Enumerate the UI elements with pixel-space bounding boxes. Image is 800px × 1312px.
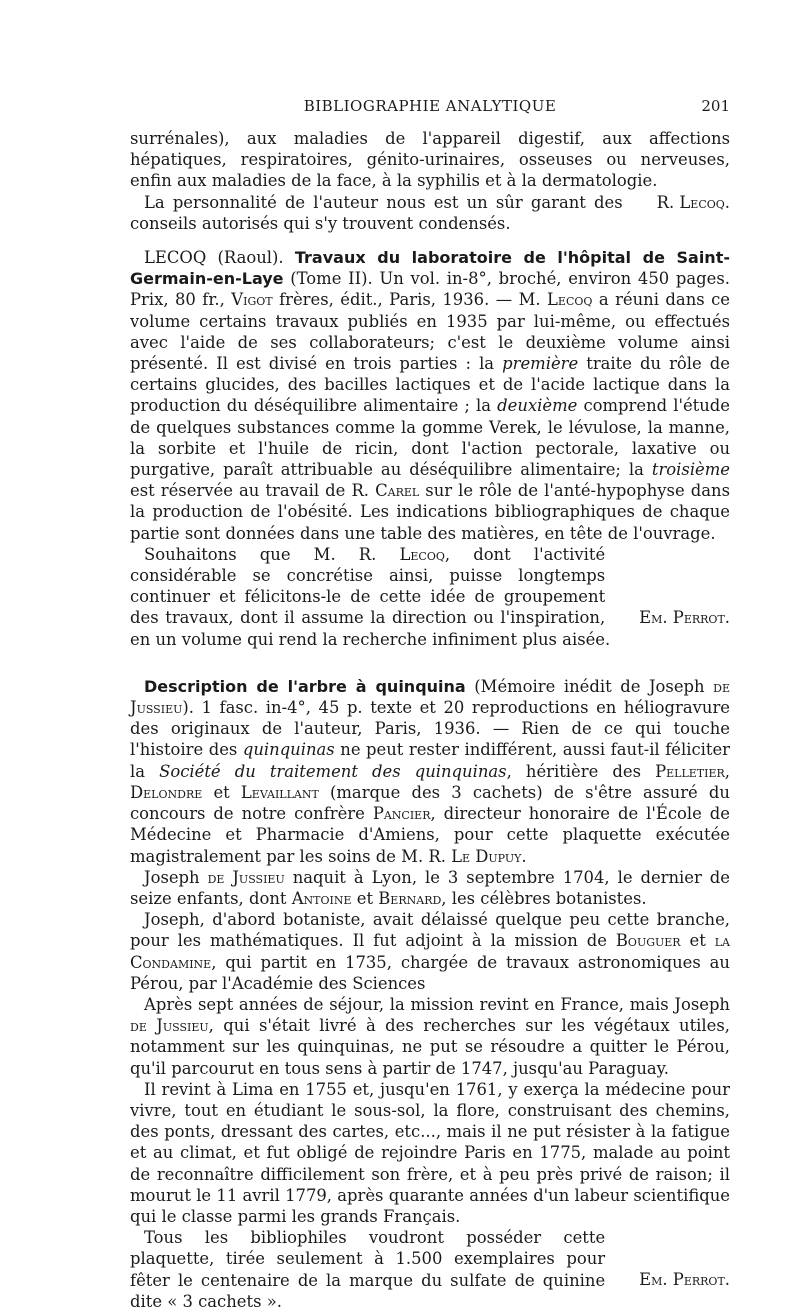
review-3-name-pelletier: Pelletier bbox=[655, 761, 725, 781]
review-2-para2-b: , dont l'activité considérable se concrétise ainsi, puisse longtemps continuer et félicitons-le de cette idée de groupement des travaux, dont il assume la direction ou l'inspiration, en un volume qui rend la recherche infiniment plus aisée. bbox=[130, 544, 611, 649]
review-2-author: LECOQ (Raoul). bbox=[144, 248, 284, 268]
review-2-publisher: Vigot bbox=[231, 290, 273, 310]
review-3-name-levaillant: Levaillant bbox=[240, 782, 319, 802]
review-3-p4-a: Après sept années de séjour, la mission revint en France, mais Joseph bbox=[144, 994, 730, 1014]
review-3-p2-et: et bbox=[356, 888, 374, 908]
review-3-p6-text: Tous les bibliophiles voudront posséder cette plaquette, tirée seulement à 1.500 exemplaires pour fêter le centenaire de la marque du sulfate de quinine dite « 3 cachets ». bbox=[130, 1228, 606, 1311]
review-2-signature: Em. Perrot. bbox=[639, 607, 730, 627]
review-3-pub-a: (Mémoire inédit de Joseph bbox=[474, 676, 705, 696]
review-1-paragraph-2-text: La personnalité de l'auteur nous est un sûr garant des conseils autorisés qui s'y trouvent condensés. bbox=[130, 192, 623, 233]
review-3-p4-b: , qui s'était livré à des recherches sur les végétaux utiles, notamment sur les quinquinas, ne put se résoudre a quitter le Pérou, qu'il parcourut en tous sens à partir de 1747, jusqu'au Paraguay. bbox=[130, 1016, 730, 1078]
review-2-text-a: a réuni dans ce volume certains travaux publiés en 1935 par lui-même, ou effectués avec l'aide de ses collaborateurs; c'est le deuxième volume ainsi présenté. Il est divisé en trois parties : la bbox=[130, 290, 730, 374]
review-3-quinquinas: quinquinas bbox=[242, 740, 335, 760]
review-3-paragraph-3 bbox=[130, 909, 730, 994]
running-header bbox=[130, 96, 730, 120]
review-1-continuation: surrénales), aux maladies de l'appareil digestif, aux affections hépatiques, respiratoires, génito-urinaires, osseuses ou nerveuses, enfin aux maladies de la face, à la syphilis et à la dermatologie. bbox=[130, 129, 730, 191]
review-3-name-pancier: Pancier bbox=[372, 804, 431, 824]
review-1-signature: R. Lecoq. bbox=[656, 192, 730, 212]
review-2-premiere: première bbox=[502, 354, 579, 374]
review-3-p2-bernard: Bernard bbox=[378, 888, 442, 908]
review-3-pub-e: (marque des 3 cachets) de s'être assuré du concours de notre confrère bbox=[130, 782, 730, 824]
review-3-paragraph-2 bbox=[130, 867, 730, 909]
review-3-name-ledupuy: Le Dupuy bbox=[451, 846, 522, 866]
review-3-title: Description de l'arbre à quinquina bbox=[144, 676, 466, 696]
review-3-paragraph-4 bbox=[130, 994, 730, 1079]
review-2-publication: (Tome II). Un vol. in-8°, broché, environ 450 pages. Prix, 80 fr., bbox=[130, 269, 730, 310]
review-2-troisieme: troisième bbox=[651, 460, 731, 480]
review-3-p3-a: Joseph, d'abord botaniste, avait délaissé quelque peu cette branche, pour les mathématiques. Il fut adjoint à la mission de bbox=[130, 910, 730, 951]
review-3-signature: Em. Perrot. bbox=[639, 1270, 730, 1290]
review-3-societe: Société du traitement des quinquinas bbox=[159, 761, 507, 781]
review-2-text-b: traite du rôle de certains glucides, des bacilles lactiques et de l'acide lactique dans la production du déséquilibre alimentaire ; la bbox=[130, 354, 730, 416]
review-3-p3-et: et bbox=[689, 931, 706, 951]
review-3-p2-jussieu: de Jussieu bbox=[207, 867, 285, 887]
review-3-name-delondre: Delondre bbox=[130, 782, 203, 802]
review-3-pub-c: ne peut rester indifférent, aussi faut-il féliciter la bbox=[130, 740, 730, 781]
review-3-p2-a: Joseph bbox=[144, 867, 200, 887]
review-2-deuxieme: deuxième bbox=[497, 396, 578, 416]
review-3-p2-antoine: Antoine bbox=[291, 888, 352, 908]
review-3-p4-jussieu: de Jussieu bbox=[130, 1016, 209, 1036]
review-3-pub-f: , directeur honoraire de l'École de Médecine et Pharmacie d'Amiens, pour cette plaquette exécutée magistralement par les soins de M. R. bbox=[130, 804, 730, 866]
review-1-paragraph-2 bbox=[130, 192, 730, 234]
review-2-para2-a: Souhaitons que M. R. bbox=[144, 544, 377, 564]
review-3-p2-c: , les célèbres botanistes. bbox=[441, 888, 647, 908]
review-3-p3-bouguer: Bouguer bbox=[615, 931, 681, 951]
review-3-pub-b: ). 1 fasc. in-4°, 45 p. texte et 20 reproductions en héliogravure des originaux de l'auteur, Paris, 1936. — Rien de ce qui touche l'histoire des bbox=[130, 698, 730, 760]
review-2-paragraph-2 bbox=[130, 544, 730, 650]
review-3-name-jussieu: de Jussieu bbox=[130, 676, 730, 718]
review-3-paragraph-6 bbox=[130, 1227, 730, 1312]
review-2-text-d: est réservée au travail de R. bbox=[130, 481, 370, 501]
page-number: 201 bbox=[701, 97, 730, 115]
review-3-et: et bbox=[213, 782, 230, 802]
review-2-text-e: sur le rôle de l'anté-hypophyse dans la production de l'obésité. Les indications bibliographiques de chaque partie sont données dans une table des matières, en tête de l'ouvrage. bbox=[130, 481, 730, 543]
review-3-p3-b: , qui partit en 1735, chargée de travaux astronomiques au Pérou, par l'Académie des Sciences bbox=[130, 952, 730, 993]
review-2-publication-b: frères, édit., Paris, 1936. — M. bbox=[279, 290, 541, 310]
review-3-paragraph-5: Il revint à Lima en 1755 et, jusqu'en 1761, y exerça la médecine pour vivre, tout en étudiant le sous-sol, la flore, construisant des chemins, des ponts, dressant des cartes, etc..., mais il ne put résister à la fatigue et au climat, et fut obligé de rejoindre Paris en 1775, malade au point de reconnaître difficilement son frère, et à peu près privé de raison; il mourut le 11 avril 1779, après quarante années d'un labeur scientifique qui le classe parmi les grands Français. bbox=[130, 1079, 730, 1226]
review-3-p3-condamine: la Condamine bbox=[130, 931, 730, 972]
running-title: BIBLIOGRAPHIE ANALYTIQUE bbox=[303, 97, 557, 115]
review-3-pub-d: , héritière des bbox=[506, 761, 641, 781]
review-2-text-c: comprend l'étude de quelques substances comme la gomme Verek, le lévulose, la manne, la sorbite et l'huile de ricin, dont l'action pectorale, laxative ou purgative, paraît attribuable au déséquilibre alimentaire; la bbox=[130, 396, 730, 480]
review-3-p2-b: naquit à Lyon, le 3 septembre 1704, le dernier de seize enfants, dont bbox=[130, 867, 730, 908]
review-2-para2-name: Lecoq bbox=[399, 544, 445, 564]
review-2-paragraph-1 bbox=[130, 247, 730, 544]
review-3-paragraph-1: Description de l'arbre à quinquina (Mémoire inédit de Joseph de Jussieu). 1 fasc. in-4°, 45 p. texte et 20 reproductions en héliogravure des originaux de l'auteur, Paris, 1936. — Rien de ce qui touche l'histoire des quinquinas ne peut rester indifférent, aussi faut-il féliciter la Société du traitement des quinquinas, héritière des Pelletier, Delondre et Levaillant (marque des 3 cachets) de s'être assuré du concours de notre confrère Pancier, directeur honoraire de l'École de Médecine et Pharmacie d'Amiens, pour cette plaquette exécutée magistralement par les soins de M. R. Le Dupuy. bbox=[130, 676, 730, 866]
review-2-name-lecoq: Lecoq bbox=[547, 290, 593, 310]
review-2-name-carel: Carel bbox=[375, 481, 420, 501]
review-2-title: Travaux du laboratoire de l'hôpital de Saint-Germain-en-Laye bbox=[130, 248, 730, 289]
